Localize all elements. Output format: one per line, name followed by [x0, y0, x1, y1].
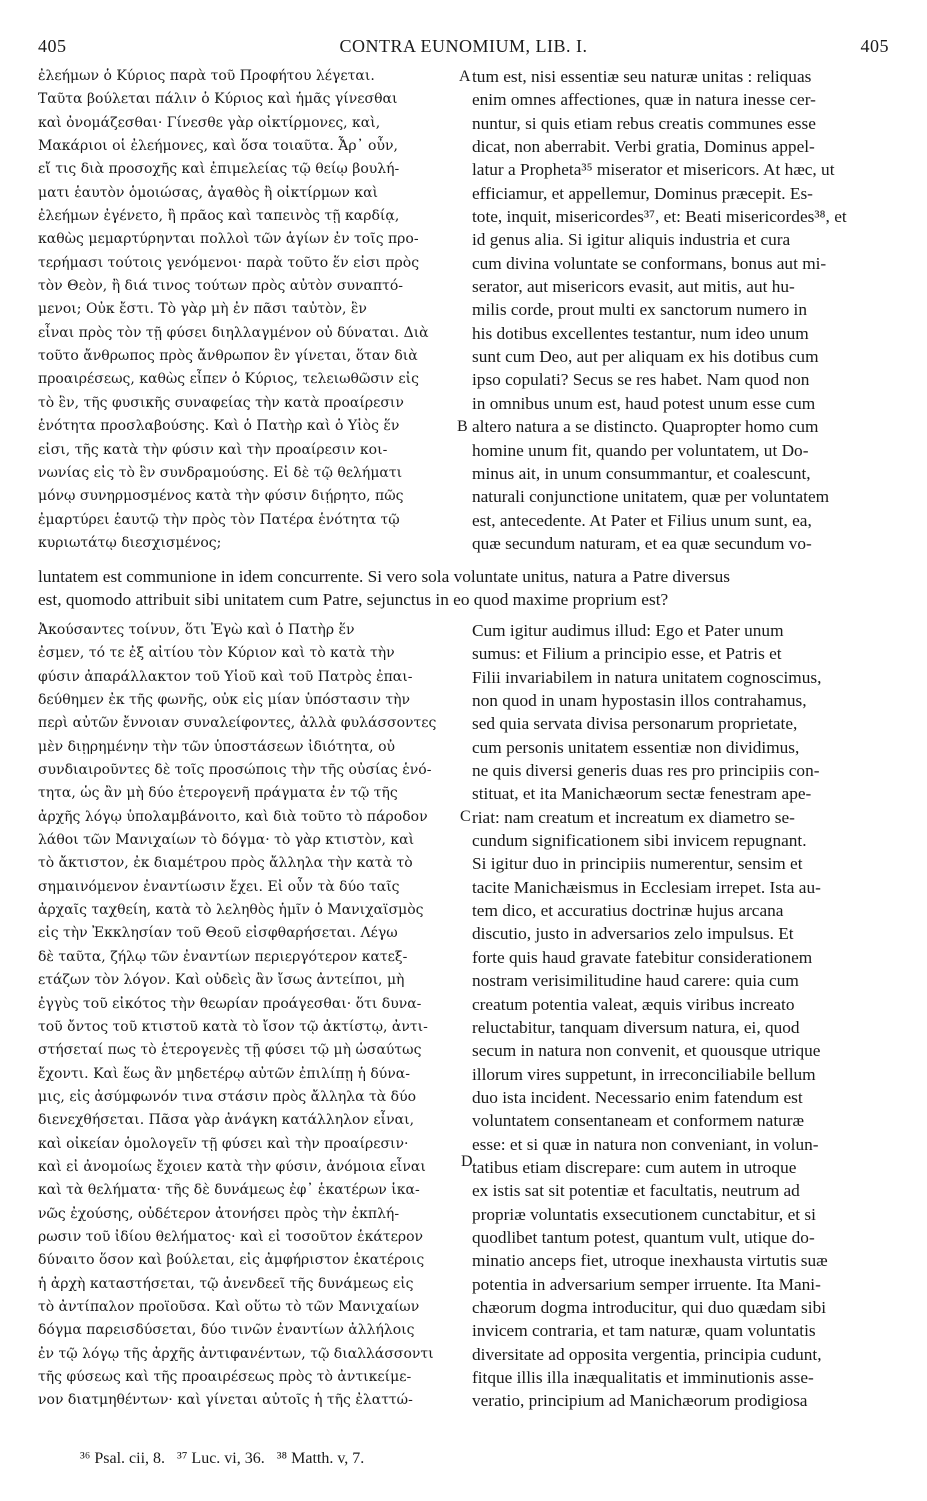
running-title: CONTRA EUNOMIUM, LIB. I. — [339, 36, 588, 56]
margin-marker-c: C — [460, 808, 471, 825]
latin-column-bottom: Cum igitur audimus illud: Ego et Pater unum sumus: et Filium a principio esse, et Patris et Filii invariabilem in natura unitatem cognoscimus, non quod in unam hypostasin illos contrahamus, sed quia servata divisa personarum proprietate, cum personis unitatem essentiæ non dividimus, ne quis diversi generis duas res pro principiis con- stituat, et ita Manichæorum sectæ fenestram ape- riat: nam creatum et increatum ex diametro se- cundum significationem sibi invicem repugnant. Si igitur duo in principiis numerentur, sensim et tacite Manichæismus in Ecclesiam irrepet. Ista au- tem dico, et accuratius doctrinæ hujus arcana discutio, justo in adversarios zelo impulsus. Et forte quis haud gravate fatebitur considerationem nostram verisimilitudine haud carere: quia cum creatum potentia valeat, æquis viribus increato reluctabitur, tanquam diversum natura, ei, quod secum in natura non convenit, et quousque utrique illorum vires suppetunt, in irreconciliabile bellum duo ista incident. Necessario enim fatendum est voluntatem consentaneam et conformem naturæ esse: et si quæ in natura non conveniant, in volun- tatibus etiam discrepare: cum autem in utroque ex istis sat sit potentiæ et facultatis, neutrum ad propriæ voluntatis exsecutionem cunctabitur, et si quodlibet tantum potest, quantum vult, utique do- minatio anceps fiet, utroque inexhausta virtutis suæ potentia in adversarium semper irruente. Ita Mani- chæorum dogma introducitur, qui duo quædam sibi invicem contraria, et tam naturæ, quam voluntatis diversitate ad opposita vergentia, principia cudunt, fitque illis illa inæqualitatis et imminutionis asse- veratio, principium ad Manichæorum prodigiosa — [472, 621, 828, 1411]
margin-marker-a: A — [459, 68, 471, 85]
latin-column-top: tum est, nisi essentiæ seu naturæ unitas : reliquas enim omnes affectiones, quæ in natura inesse cer- nuntur, si quis etiam rebus creatis communes esse dicat, non aberrabit. Verbi gratia, Dominus appel- latur a Propheta³⁵ miserator et misericors. At hæc, ut efficiamur, et appellemur, Dominus præcepit. Es- tote, inquit, misericordes³⁷, et: Beati misericordes³⁸, et id genus alia. Si igitur aliquis industria et cura cum divina voluntate se conformans, bonus aut mi- serator, aut misericors evasit, aut mitis, aut hu- milis corde, prout multi ex sanctorum numero in his dotibus excellentes testantur, num ideo unum sunt cum Deo, aut per aliquam ex his dotibus cum ipso copulati? Secus se res habet. Nam quod non in omnibus unum est, haud potest unum esse cum altero natura a se distincto. Quapropter homo cum homine unum fit, quando per voluntatem, ut Do- minus ait, in unum consummantur, et coalescunt, naturali conjunctione unitatem, quæ per voluntatem est, antecedente. At Pater et Filius unum sunt, ea, quæ secundum naturam, et ea quæ secundum vo- — [472, 67, 847, 553]
latin-spanning-lines: luntatem est communione in idem concurrente. Si vero sola voluntate unitus, natura a Patre diversus est, quomodo attribuit sibi unitatem cum Patre, sejunctus in eo quod maxime proprium est? — [38, 567, 731, 610]
greek-column-top: ἐλεήμων ὁ Κύριος παρὰ τοῦ Προφήτου λέγεται. Ταῦτα βούλεται πάλιν ὁ Κύριος καὶ ἡμᾶς γίνεσθαι καὶ ὀνομάζεσθαι· Γίνεσθε γὰρ οἰκτίρμονες, καὶ, Μακάριοι οἱ ἐλεήμονες, καὶ ὅσα τοιαῦτα. Ἆρ᾽ οὖν, εἴ τις διὰ προσοχῆς καὶ ἐπιμελείας τῷ θείῳ βουλή- ματι ἑαυτὸν ὁμοιώσας, ἀγαθὸς ἢ οἰκτίρμων καὶ ἐλεήμων ἐγένετο, ἢ πρᾶος καὶ ταπεινὸς τῇ καρδίᾳ, καθὼς μεμαρτύρηνται πολλοὶ τῶν ἁγίων ἐν τοῖς προ- τερήμασι τούτοις γενόμενοι· παρὰ τοῦτο ἕν εἰσι πρὸς τὸν Θεὸν, ἢ διά τινος τούτων πρὸς αὐτὸν συναπτό- μενοι; Οὐκ ἔστι. Τὸ γὰρ μὴ ἐν πᾶσι ταὐτὸν, ἓν εἶναι πρὸς τὸν τῇ φύσει διηλλαγμένον οὐ δύναται. Διὰ τοῦτο ἄνθρωπος πρὸς ἄνθρωπον ἓν γίνεται, ὅταν διὰ προαιρέσεως, καθὼς εἶπεν ὁ Κύριος, τελειωθῶσιν εἰς τὸ ἓν, τῆς φυσικῆς συναφείας τὴν κατὰ προαίρεσιν ἑνότητα προσλαβούσης. Καὶ ὁ Πατὴρ καὶ ὁ Υἱὸς ἕν εἰσι, τῆς κατὰ τὴν φύσιν καὶ τὴν προαίρεσιν κοι- νωνίας εἰς τὸ ἓν συνδραμούσης. Εἰ δὲ τῷ θελήματι μόνῳ συνηρμοσμένος κατὰ τὴν φύσιν διῄρητο, πῶς ἐμαρτύρει ἑαυτῷ τὴν πρὸς τὸν Πατέρα ἑνότητα τῷ κυριωτάτῳ διεσχισμένος; — [38, 68, 429, 551]
margin-marker-b: B — [457, 418, 468, 435]
footnotes: ³⁶ Psal. cii, 8. ³⁷ Luc. vi, 36. ³⁸ Matth. v, 7. — [80, 1450, 365, 1467]
margin-marker-d: D — [461, 1153, 473, 1170]
page-number-left: 405 — [38, 36, 67, 56]
running-header — [38, 36, 889, 62]
page-number-right: 405 — [860, 36, 889, 56]
greek-column-bottom: Ἀκούσαντες τοίνυν, ὅτι Ἐγὼ καὶ ὁ Πατὴρ ἕν ἐσμεν, τό τε ἐξ αἰτίου τὸν Κύριον καὶ τὸ κατὰ τὴν φύσιν ἀπαράλλακτον τοῦ Υἱοῦ καὶ τοῦ Πατρὸς ἐπαι- δεύθημεν ἐκ τῆς φωνῆς, οὐκ εἰς μίαν ὑπόστασιν τὴν περὶ αὐτῶν ἔννοιαν συναλείφοντες, ἀλλὰ φυλάσσοντες μὲν διῃρημένην τὴν τῶν ὑποστάσεων ἰδιότητα, οὐ συνδιαιροῦντες δὲ τοῖς προσώποις τὴν τῆς οὐσίας ἑνό- τητα, ὡς ἂν μὴ δύο ἑτερογενῆ πράγματα ἐν τῷ τῆς ἀρχῆς λόγῳ ὑπολαμβάνοιτο, καὶ διὰ τοῦτο τὸ πάροδον λάθοι τῶν Μανιχαίων τὸ δόγμα· τὸ γὰρ κτιστὸν, καὶ τὸ ἄκτιστον, ἐκ διαμέτρου πρὸς ἄλληλα τὴν κατὰ τὸ σημαινόμενον ἐναντίωσιν ἔχει. Εἰ οὖν τὰ δύο ταῖς ἀρχαῖς ταχθείη, κατὰ τὸ λεληθὸς ἡμῖν ὁ Μανιχαϊσμὸς εἰς τὴν Ἐκκλησίαν τοῦ Θεοῦ εἰσφθαρήσεται. Λέγω δὲ ταῦτα, ζήλῳ τῶν ἐναντίων περιεργότερον κατεξ- ετάζων τὸν λόγον. Καὶ οὐδεὶς ἂν ἴσως ἀντείποι, μὴ ἐγγὺς τοῦ εἰκότος τὴν θεωρίαν προάγεσθαι· ὅτι δυνα- τοῦ ὄντος τοῦ κτιστοῦ κατὰ τὸ ἴσον τῷ ἀκτίστῳ, ἀντι- στήσεταί πως τὸ ἑτερογενὲς τῇ φύσει τῷ μὴ ὡσαύτως ἔχοντι. Καὶ ἕως ἂν μηδετέρῳ αὐτῶν ἐπιλίπῃ ἡ δύνα- μις, εἰς ἀσύμφωνόν τινα στάσιν πρὸς ἄλληλα τὰ δύο διενεχθήσεται. Πᾶσα γὰρ ἀνάγκη κατάλληλον εἶναι, καὶ οἰκείαν ὁμολογεῖν τῇ φύσει καὶ τὴν προαίρεσιν· καὶ εἰ ἀνομοίως ἔχοιεν κατὰ τὴν φύσιν, ἀνόμοια εἶναι καὶ τὰ θελήματα· τῆς δὲ δυνάμεως ἐφ᾽ ἑκατέρων ἱκα- νῶς ἐχούσης, οὐδέτερον ἀτονήσει πρὸς τὴν ἐκπλή- ρωσιν τοῦ ἰδίου θελήματος· καὶ εἰ τοσοῦτον ἑκάτερον δύναιτο ὅσον καὶ βούλεται, εἰς ἀμφήριστον ἑκατέροις ἡ ἀρχὴ καταστήσεται, τῷ ἀνενδεεῖ τῆς δυνάμεως εἰς τὸ ἀντίπαλον προϊοῦσα. Καὶ οὕτω τὸ τῶν Μανιχαίων δόγμα παρεισδύσεται, δύο τινῶν ἐναντίων ἀλλήλοις ἐν τῷ λόγῳ τῆς ἀρχῆς ἀντιφανέντων, τῷ διαλλάσσοντι τῆς φύσεως καὶ τῆς προαιρέσεως πρὸς τὸ ἀντικείμε- νον διατμηθέντων· καὶ γίνεται αὐτοῖς ἡ τῆς ἐλαττώ- — [38, 622, 437, 1409]
